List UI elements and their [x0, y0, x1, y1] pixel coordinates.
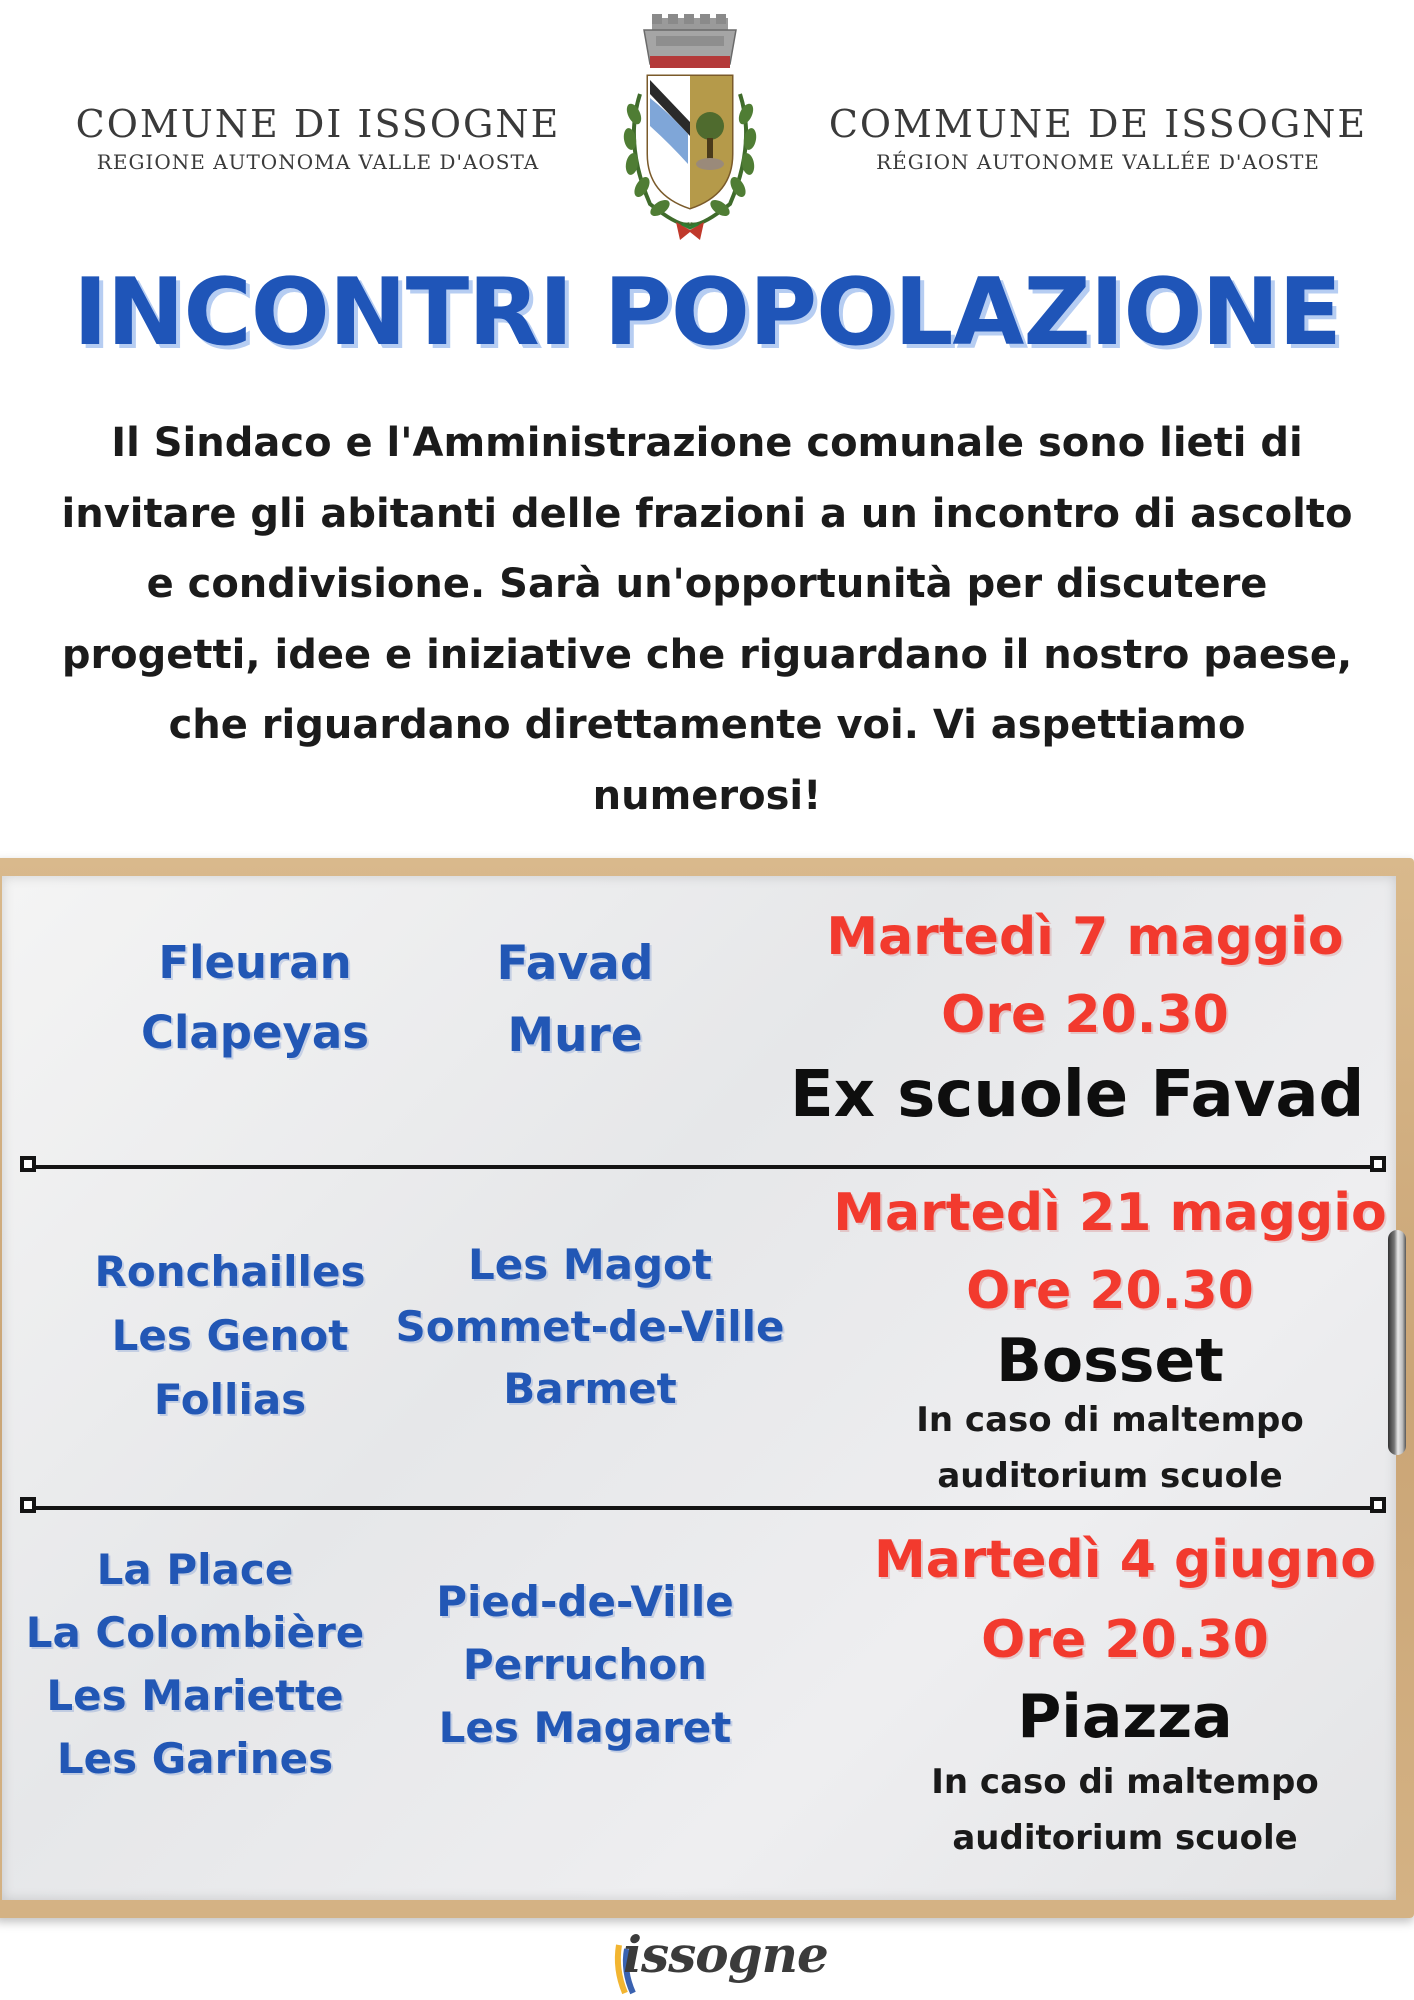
meeting-date: Martedì 7 maggio — [826, 907, 1344, 967]
frazione: Barmet — [503, 1364, 677, 1413]
meeting-3-frazioni-b — [425, 1570, 745, 1759]
coat-of-arms-icon — [610, 14, 770, 244]
meeting-date: Martedì 21 maggio — [833, 1183, 1387, 1243]
meeting-2-details — [820, 1174, 1400, 1504]
page-title: INCONTRI POPOLAZIONE — [73, 258, 1341, 366]
weather-note: In caso di maltempo — [916, 1400, 1304, 1440]
frazione: Perruchon — [462, 1640, 708, 1689]
divider-end — [1370, 1497, 1386, 1513]
frazione: Follias — [153, 1375, 307, 1424]
frazione: La Place — [96, 1545, 294, 1594]
intro-text: Il Sindaco e l'Amministrazione comunale sono lieti di invitare gli abitanti delle frazioni a un incontro di ascolto e condivisione. Sarà un'opportunità per discutere progetti, idee e iniziative che riguardano il nostro paese, che riguardano direttamente voi. Vi aspettiamo numerosi! — [61, 420, 1353, 819]
meeting-1-frazioni-a — [120, 928, 390, 1068]
meeting-time: Ore 20.30 — [941, 985, 1229, 1045]
frazione: Mure — [507, 1008, 643, 1063]
meeting-time: Ore 20.30 — [981, 1610, 1269, 1670]
weather-note: auditorium scuole — [952, 1818, 1298, 1858]
org-region-it: REGIONE AUTONOMA VALLE D'AOSTA — [96, 150, 540, 174]
org-name-fr: COMMUNE DE ISSOGNE — [828, 102, 1368, 146]
weather-note: In caso di maltempo — [931, 1762, 1319, 1802]
frazione: Fleuran — [158, 936, 352, 989]
meeting-venue: Piazza — [1017, 1682, 1233, 1752]
logo-wordmark: issogne — [623, 1925, 828, 1984]
header — [0, 0, 1414, 250]
meeting-3-frazioni-a — [25, 1538, 365, 1790]
frazione: Ronchailles — [94, 1247, 366, 1296]
org-name-it: COMUNE DI ISSOGNE — [75, 102, 561, 146]
frazione: Les Magot — [467, 1240, 712, 1289]
divider-end — [1370, 1156, 1386, 1172]
frazione: Les Genot — [111, 1311, 349, 1360]
meeting-1-frazioni-b — [450, 928, 700, 1072]
meeting-1-details — [790, 898, 1380, 1136]
frazione: Les Mariette — [46, 1671, 344, 1720]
frazione: Favad — [496, 936, 654, 991]
meeting-venue: Ex scuole Favad — [790, 1058, 1365, 1132]
divider-line — [32, 1165, 1374, 1169]
frazione: Sommet-de-Ville — [395, 1302, 785, 1351]
frazione: Les Magaret — [438, 1703, 732, 1752]
meeting-time: Ore 20.30 — [966, 1261, 1254, 1321]
org-italian — [38, 102, 598, 174]
org-french — [818, 102, 1378, 174]
meeting-2-frazioni-a — [90, 1240, 370, 1432]
meeting-date: Martedì 4 giugno — [873, 1530, 1377, 1590]
meeting-2-frazioni-b — [390, 1234, 790, 1420]
frazione: Pied-de-Ville — [436, 1577, 734, 1626]
org-region-fr: RÉGION AUTONOME VALLÉE D'AOSTE — [876, 150, 1320, 174]
frazione: Les Garines — [56, 1734, 334, 1783]
issogne-logo — [605, 1925, 828, 1995]
frazione: La Colombière — [25, 1608, 365, 1657]
divider-line — [32, 1506, 1374, 1510]
frazione: Clapeyas — [140, 1006, 370, 1059]
meeting-venue: Bosset — [996, 1326, 1224, 1396]
divider-end — [20, 1156, 36, 1172]
meeting-3-details — [840, 1520, 1410, 1866]
divider-end — [20, 1497, 36, 1513]
weather-note: auditorium scuole — [937, 1456, 1283, 1496]
